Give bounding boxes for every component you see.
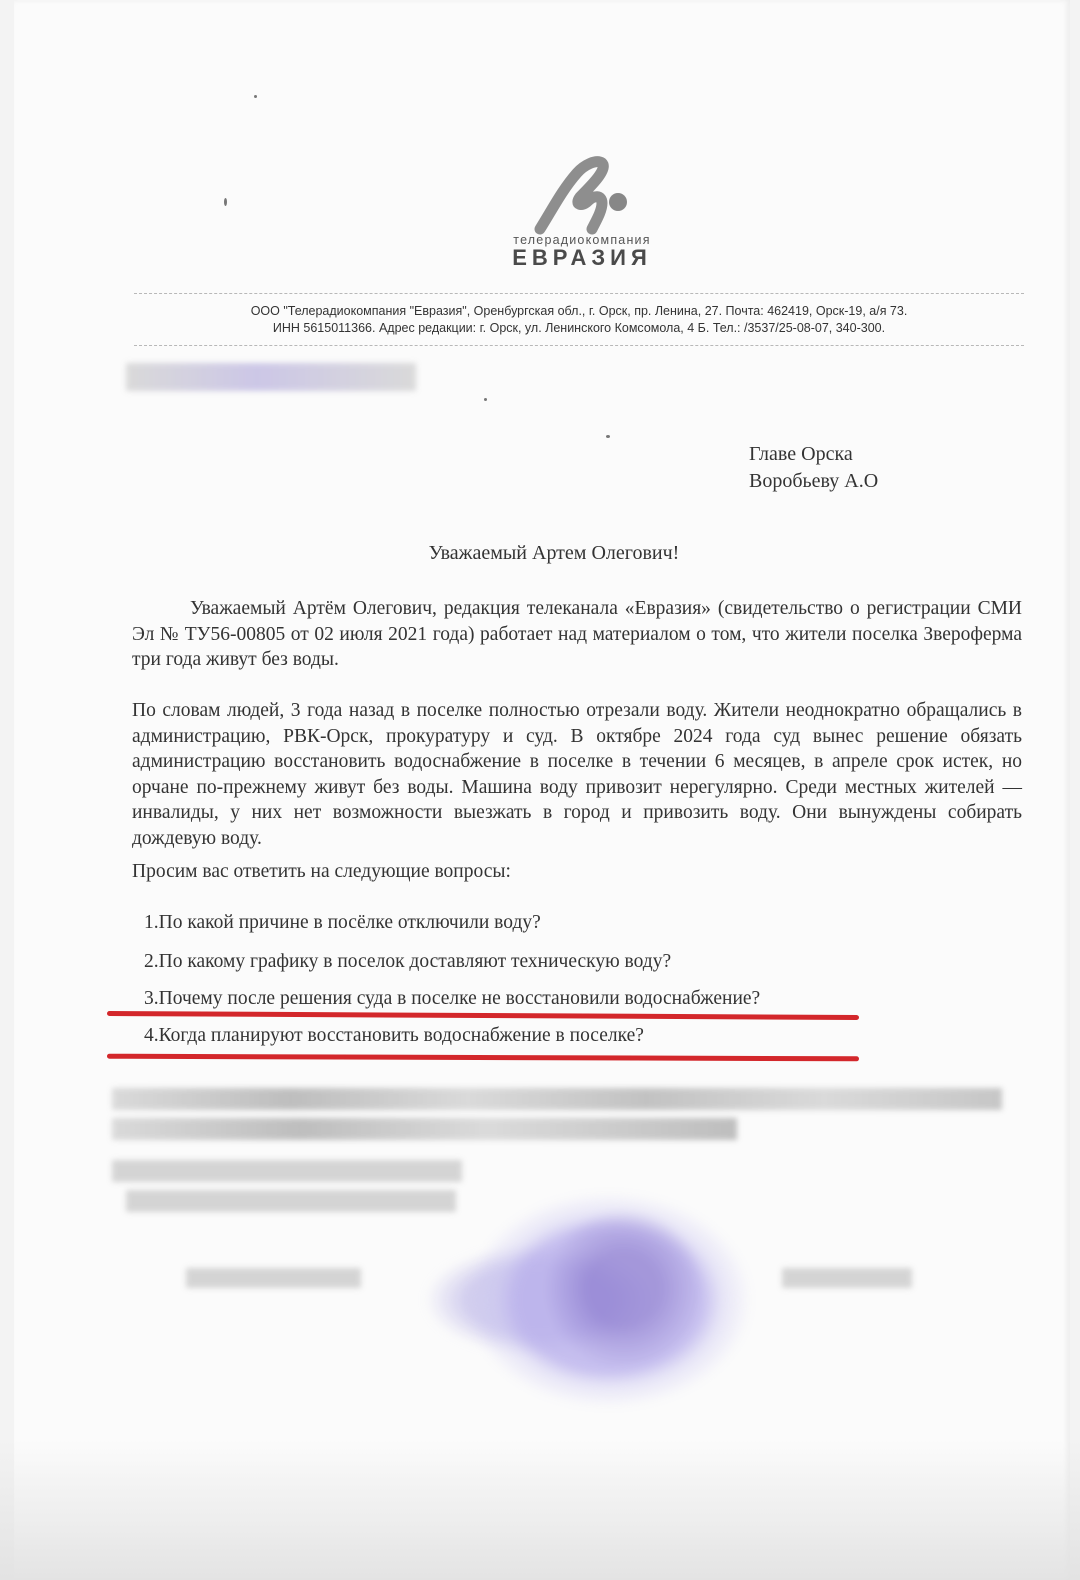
header-divider-bottom [134, 345, 1024, 346]
red-underline-question-3 [107, 1011, 859, 1020]
company-info-line-2: ИНН 5615011366. Адрес редакции: г. Орск, ул. Ленинского Комсомола, 4 Б. Тел.: /3537/25-08-07, 340-300. [272, 321, 886, 335]
redacted-closing-line-2 [112, 1118, 737, 1140]
addressee-title: Главе Орска [749, 443, 853, 465]
logo-subtitle: телерадиокомпания [513, 233, 651, 247]
redacted-stamp [464, 1190, 754, 1410]
letter-page [14, 0, 1070, 1580]
redacted-closing-line-3 [112, 1160, 462, 1182]
redacted-signatory-position [186, 1268, 361, 1288]
scan-speck [606, 435, 610, 438]
company-logo [472, 155, 692, 269]
body-paragraph-1: Уважаемый Артём Олегович, редакция телеканала «Евразия» (свидетельство о регистрации СМИ Эл № ТУ56-00805 от 02 июля 2021 года) работает над материалом о том, что жители поселка Звероферма три года живут без воды. [132, 598, 1022, 670]
redacted-outgoing-number [126, 363, 416, 391]
redacted-signatory-name [782, 1268, 912, 1288]
scan-speck [254, 95, 257, 98]
eurasia-logo-icon [522, 155, 642, 235]
redacted-closing-line-4 [126, 1190, 456, 1212]
scan-speck [484, 398, 487, 401]
question-2: 2.По какому графику в поселок доставляют техническую воду? [144, 951, 672, 972]
greeting: Уважаемый Артем Олегович! [428, 542, 680, 564]
addressee-name: Воробьеву А.О [749, 470, 879, 492]
company-info-line-1: ООО "Телерадиокомпания "Евразия", Оренбургская обл., г. Орск, пр. Ленина, 27. Почта: 462419, Орск-19, а/я 73. [250, 304, 908, 318]
question-1: 1.По какой причине в посёлке отключили воду? [144, 912, 541, 933]
redacted-closing-line-1 [112, 1088, 1002, 1110]
question-4: 4.Когда планируют восстановить водоснабжение в поселке? [144, 1025, 644, 1046]
company-info [134, 303, 1024, 337]
red-underline-question-4 [107, 1054, 859, 1062]
question-3: 3.Почему после решения суда в поселке не восстановили водоснабжение? [144, 988, 761, 1009]
scan-speck [224, 198, 227, 206]
addressee-block [749, 441, 878, 495]
body-paragraph-2: По словам людей, 3 года назад в поселке полностью отрезали воду. Жители неоднократно обращались в администрацию, РВК-Орск, прокуратуру и суд. В октябре 2024 года суд вынес решение обязать администрацию восстановить водоснабжение в поселке в течении 6 месяцев, в апреле срок истек, но орчане по-прежнему живут без воды. Машина воду привозит нерегулярно. Среди местных жителей — инвалиды, у них нет возможности выезжать в город и привозить воду. Они вынуждены собирать дождевую воду. [132, 700, 1022, 849]
questions-intro: Просим вас ответить на следующие вопросы: [132, 861, 511, 882]
logo-name: ЕВРАЗИЯ [512, 245, 652, 270]
header-divider-top [134, 293, 1024, 294]
